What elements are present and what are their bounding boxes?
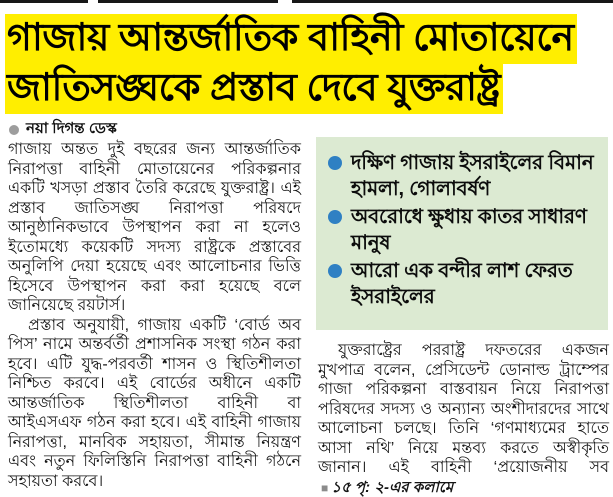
summary-highlights-box [316,137,608,330]
byline [9,117,117,142]
summary-item-text: আরো এক বন্দীর লাশ ফেরত ইসরাইলের [351,260,573,308]
article-right-column [318,341,609,497]
body-text: যুক্তরাষ্ট্রের পররাষ্ট্র দফতরের একজন মুখপাত্র বলেন, প্রেসিডেন্ট ডোনাল্ড ট্রাম্পের গাজা পরিকল্পনা বাস্তবায়ন নিয়ে নিরাপত্তা পরিষদের সদস্য ও অন্যান্য অংশীদারদের সাথে আলোচনা চলছে। তিনি ‘গণমাধ্যমের হাতে আসা নথি’ নিয়ে মন্তব্য করতে অস্বীকৃতি জানান। এই বাহিনী ‘প্রয়োজনীয় সব [318,342,609,476]
summary-item [328,258,598,310]
bullet-dot-icon [328,264,342,278]
byline-bullet-icon [9,125,19,135]
headline-line-2 [5,64,609,114]
body-paragraph: গাজায় অন্তত দুই বছরের জন্য আন্তর্জাতিক নিরাপত্তা বাহিনী মোতায়েনের পরিকল্পনার একটি খসড়া প্রস্তাব তৈরি করেছে যুক্তরাষ্ট্র। এই প্রস্তাব জাতিসঙ্ঘ নিরাপত্তা পরিষদে আনুষ্ঠানিকভাবে উপস্থাপন করা না হলেও ইতোমধ্যে কয়েকটি সদস্য রাষ্ট্রকে প্রস্তাবের অনুলিপি দেয়া হয়েছে এবং আলোচনার ভিত্তি হিসেবে উপস্থাপন করা করা হয়েছে বলে জানিয়েছে রয়টার্স। [8,141,301,314]
byline-source: নয়া দিগন্ত ডেস্ক [26,120,117,137]
body-paragraph: প্রস্তাব অনুযায়ী, গাজায় একটি ‘বোর্ড অব পিস’ নামে অন্তর্বর্তী প্রশাসনিক সংস্থা গঠন করা হবে। এটি যুদ্ধ-পরবর্তী শাসন ও স্থিতিশীলতা নিশ্চিত করবে। এই বোর্ডের অধীনে একটি আন্তর্জাতিক স্থিতিশীলতা বাহিনী বা আইএসএফ গঠন করা হবে। এই বাহিনী গাজায় নিরাপত্তা, মানবিক সহায়তা, সীমান্ত নিয়ন্ত্রণ এবং নতুন ফিলিস্তিনি নিরাপত্তা বাহিনী গঠনে সহায়তা করবে। [8,316,301,490]
article-left-column [8,140,301,491]
bullet-dot-icon [328,156,342,170]
summary-item-text: অবরোধে ক্ষুধায় কাতর সাধারণ মানুষ [351,206,587,254]
summary-item-text: দক্ষিণ গাজায় ইসরাইলের বিমান হামলা, গোলাবর্ষণ [351,152,594,200]
bullet-dot-icon [328,210,342,224]
page-top-crop-artifact [292,0,613,3]
page-top-crop-artifact [98,0,278,3]
continued-marker-icon: ■ [321,480,329,495]
page-top-crop-artifact [0,0,88,3]
summary-item [328,204,598,256]
article-headline [5,14,609,114]
headline-highlight: জাতিসঙ্ঘকে প্রস্তাব দেবে যুক্তরাষ্ট্র [5,64,503,114]
headline-line-1 [5,14,609,64]
summary-item [328,150,598,202]
continued-note: ১৫ পৃ: ২-এর কলামে [331,478,454,496]
headline-highlight: গাজায় আন্তর্জাতিক বাহিনী মোতায়েনে [5,14,577,64]
body-paragraph [318,341,609,497]
